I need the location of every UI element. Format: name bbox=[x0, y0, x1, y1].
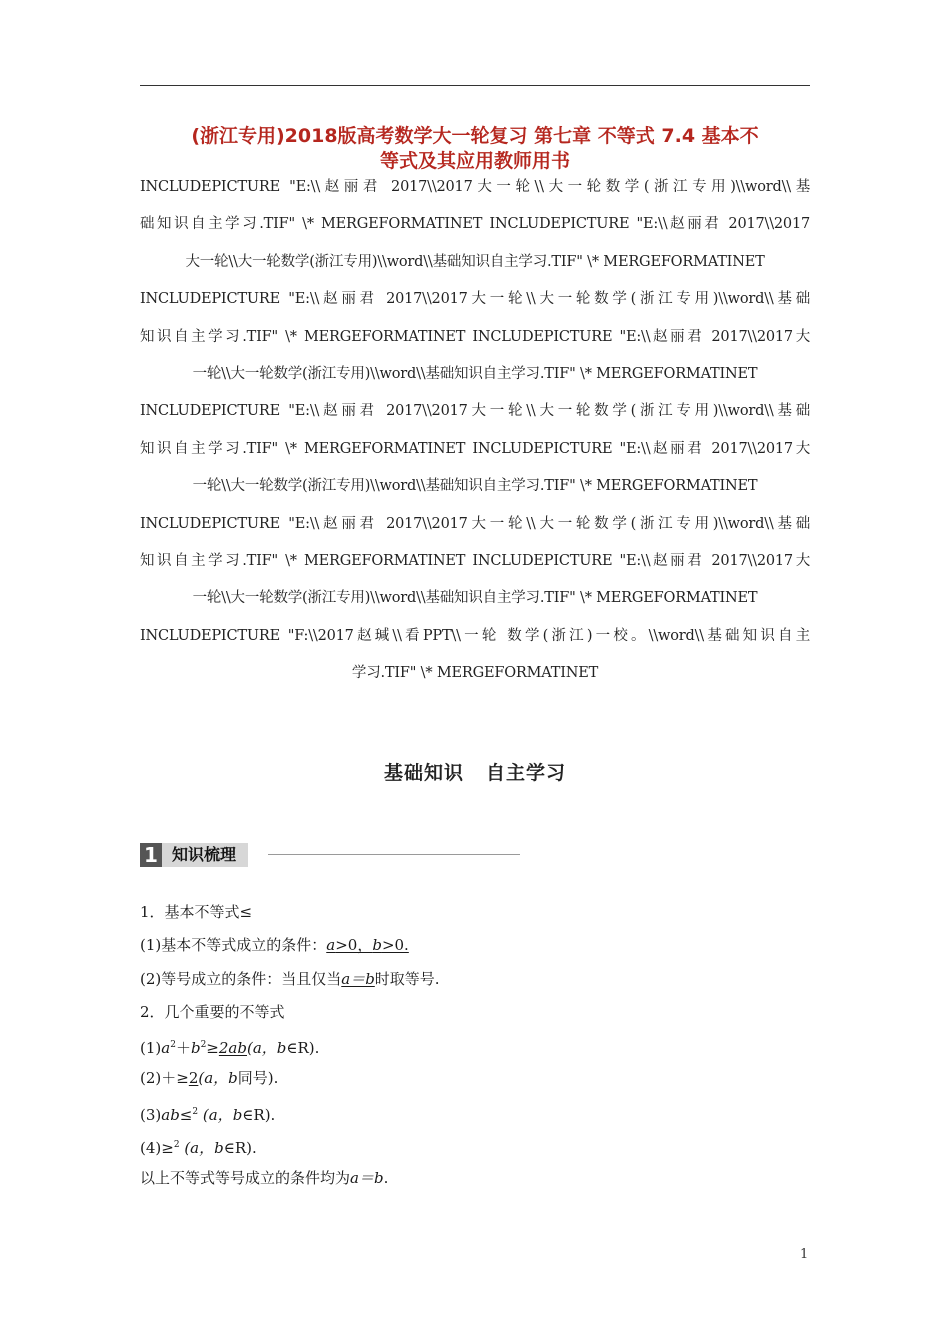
field-line: 一轮\\大一轮数学(浙江专用)\\word\\基础知识自主学习.TIF" \* MERGEFORMATINET bbox=[192, 590, 758, 607]
field-line: 础知识自主学习.TIF" \* MERGEFORMATINET INCLUDEPICTURE "E:\\赵丽君 2017\\2017 bbox=[140, 216, 810, 233]
answer-blank: a＝b bbox=[341, 969, 375, 988]
section-heading-part1: 基础知识 bbox=[383, 762, 464, 784]
answer-blank: 2 bbox=[188, 1069, 199, 1088]
text: ≥ bbox=[206, 1039, 219, 1058]
field-line: 一轮\\大一轮数学(浙江专用)\\word\\基础知识自主学习.TIF" \* MERGEFORMATINET bbox=[192, 365, 758, 382]
text: (3) bbox=[140, 1105, 162, 1124]
text: ≤ bbox=[179, 1105, 193, 1124]
text: >0， bbox=[335, 936, 373, 955]
section-label: 知识梳理 bbox=[162, 843, 248, 867]
answer-blank bbox=[326, 936, 409, 954]
field-line: 学习.TIF" \* MERGEFORMATINET bbox=[351, 665, 599, 682]
text: 同号). bbox=[237, 1069, 279, 1088]
var: a＝b bbox=[350, 1169, 384, 1188]
var: ab bbox=[161, 1105, 180, 1124]
knowledge-content bbox=[140, 897, 810, 1197]
field-line: 一轮\\大一轮数学(浙江专用)\\word\\基础知识自主学习.TIF" \* MERGEFORMATINET bbox=[192, 478, 758, 495]
document-title bbox=[140, 124, 810, 174]
var: b bbox=[214, 1139, 224, 1158]
var: a bbox=[161, 1039, 171, 1058]
var: b bbox=[276, 1039, 287, 1058]
var: (a， bbox=[179, 1139, 215, 1158]
formula-2 bbox=[140, 1063, 810, 1096]
text: (2)等号成立的条件：当且仅当 bbox=[140, 969, 342, 988]
formula-4 bbox=[140, 1130, 810, 1163]
formula-3 bbox=[140, 1097, 810, 1130]
title-line-1: (浙江专用)2018版高考数学大一轮复习 第七章 不等式 7.4 基本不 bbox=[191, 125, 759, 147]
header-rule bbox=[140, 85, 810, 86]
item-1-condition bbox=[140, 930, 810, 963]
field-line: 知识自主学习.TIF" \* MERGEFORMATINET INCLUDEPICTURE "E:\\赵丽君 2017\\2017大 bbox=[140, 440, 810, 457]
var: b bbox=[190, 1039, 201, 1058]
var: b bbox=[372, 936, 382, 955]
text: ∈R). bbox=[286, 1039, 320, 1058]
text: ∈R). bbox=[223, 1139, 257, 1158]
section-number-badge: 1 bbox=[140, 843, 162, 867]
text: (4)≥ bbox=[140, 1139, 174, 1158]
exponent: 2 bbox=[170, 1040, 176, 1051]
field-line: 知识自主学习.TIF" \* MERGEFORMATINET INCLUDEPICTURE "E:\\赵丽君 2017\\2017大 bbox=[140, 552, 810, 569]
title-line-2: 等式及其应用教师用书 bbox=[379, 150, 570, 172]
knowledge-section-banner bbox=[140, 843, 520, 867]
section-heading-part2: 自主学习 bbox=[486, 762, 567, 784]
field-line: INCLUDEPICTURE "F:\\2017赵瑊\\看PPT\\一轮 数学(浙江)一校。\\word\\基础知识自主 bbox=[140, 627, 810, 644]
text: ＋ bbox=[175, 1039, 191, 1058]
field-line: INCLUDEPICTURE "E:\\赵丽君 2017\\2017大一轮\\大一轮数学(浙江专用)\\word\\基 bbox=[140, 179, 810, 195]
field-line: 知识自主学习.TIF" \* MERGEFORMATINET INCLUDEPICTURE "E:\\赵丽君 2017\\2017大 bbox=[140, 328, 810, 345]
var: b bbox=[228, 1069, 238, 1088]
var: b bbox=[232, 1105, 243, 1124]
field-line: INCLUDEPICTURE "E:\\赵丽君 2017\\2017大一轮\\大一轮数学(浙江专用)\\word\\基础 bbox=[140, 515, 810, 532]
var: (a， bbox=[246, 1039, 277, 1058]
field-line: INCLUDEPICTURE "E:\\赵丽君 2017\\2017大一轮\\大一轮数学(浙江专用)\\word\\基础 bbox=[140, 403, 810, 420]
exponent: 2 bbox=[200, 1040, 207, 1051]
text: (1)基本不等式成立的条件： bbox=[140, 936, 327, 955]
var: (a， bbox=[198, 1105, 233, 1124]
page-number: 1 bbox=[800, 1247, 809, 1262]
text: . bbox=[383, 1169, 389, 1188]
formula-1 bbox=[140, 1030, 810, 1063]
text: (2)＋≥ bbox=[140, 1069, 189, 1088]
text: (1) bbox=[140, 1039, 162, 1058]
field-line: 大一轮\\大一轮数学(浙江专用)\\word\\基础知识自主学习.TIF" \* MERGEFORMATINET bbox=[185, 253, 765, 270]
text: 时取等号. bbox=[374, 969, 440, 988]
answer-blank: 2ab bbox=[218, 1039, 247, 1058]
section-heading bbox=[0, 758, 950, 785]
text: 以上不等式等号成立的条件均为 bbox=[140, 1169, 351, 1188]
text: >0. bbox=[381, 936, 409, 955]
conclusion bbox=[140, 1163, 810, 1196]
item-1-heading: 1．基本不等式≤ bbox=[140, 903, 253, 921]
banner-rule bbox=[268, 854, 520, 855]
item-1-equality bbox=[140, 964, 810, 997]
field-line: INCLUDEPICTURE "E:\\赵丽君 2017\\2017大一轮\\大一轮数学(浙江专用)\\word\\基础 bbox=[140, 291, 810, 308]
field-code-block bbox=[140, 172, 810, 695]
exponent: 2 bbox=[173, 1140, 180, 1151]
exponent: 2 bbox=[192, 1106, 199, 1117]
var: (a， bbox=[198, 1069, 229, 1088]
text: ∈R). bbox=[242, 1105, 276, 1124]
var: a bbox=[326, 936, 336, 955]
item-2-heading: 2．几个重要的不等式 bbox=[140, 1002, 285, 1021]
